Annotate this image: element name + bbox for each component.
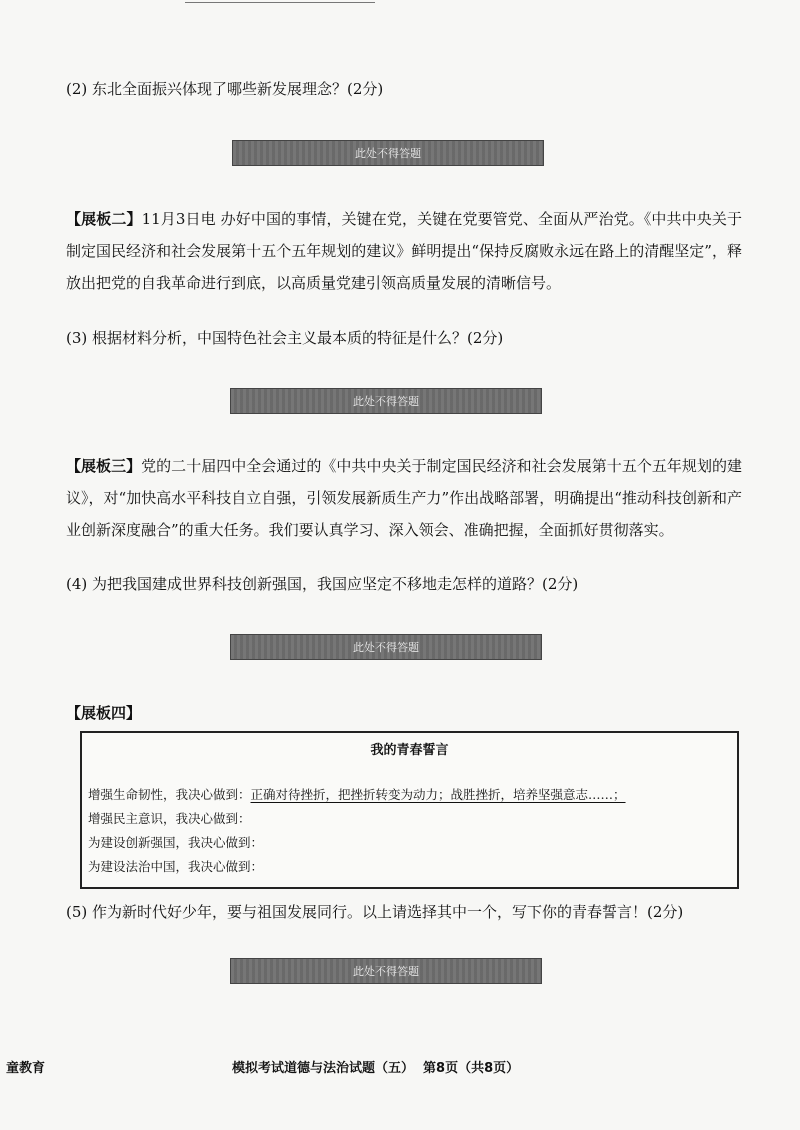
question-5: (5) 作为新时代好少年，要与祖国发展同行。以上请选择其中一个，写下你的青春誓言！(2分) [66,903,684,921]
pledge-line-4 [88,857,263,875]
no-answer-zone-2: 此处不得答题 [230,388,542,414]
pledge-prompt: 增强民主意识，我决心做到： [88,811,251,826]
footer-page-info: 模拟考试道德与法治试题（五） 第8页（共8页） [232,1061,520,1076]
question-2: (2) 东北全面振兴体现了哪些新发展理念？(2分) [66,80,384,98]
board-2-label: 【展板二】 [66,210,142,228]
pledge-title: 我的青春誓言 [370,743,449,758]
board-2-text: 11月3日电 办好中国的事情，关键在党，关键在党要管党、全面从严治党。《中共中央关于制定国民经济和社会发展第十五个五年规划的建议》鲜明提出“保持反腐败永远在路上的清醒坚定”，释放出把党的自我革命进行到底，以高质量党建引领高质量发展的清晰信号。 [66,210,742,292]
question-3: (3) 根据材料分析，中国特色社会主义最本质的特征是什么？(2分) [66,329,504,347]
no-answer-zone-3: 此处不得答题 [230,634,542,660]
pledge-line-2 [88,809,251,827]
pledge-box [80,731,739,889]
pledge-prompt: 为建设创新强国，我决心做到： [88,835,264,850]
footer-left: 童教育 [6,1061,46,1076]
board-2 [66,203,742,299]
board-4-label: 【展板四】 [66,704,142,722]
no-answer-zone-1: 此处不得答题 [232,140,544,166]
board-3-label: 【展板三】 [66,457,142,475]
top-rule [185,2,375,3]
pledge-line-3 [88,833,263,851]
no-answer-zone-4: 此处不得答题 [230,958,542,984]
board-3-text: 党的二十届四中全会通过的《中共中央关于制定国民经济和社会发展第十五个五年规划的建议》，对“加快高水平科技自立自强，引领发展新质生产力”作出战略部署，明确提出“推动科技创新和产业创新深度融合”的重大任务。我们要认真学习、深入领会、准确把握，全面抓好贯彻落实。 [66,457,742,539]
pledge-line-1 [88,785,626,803]
pledge-answer: 正确对待挫折，把挫折转变为动力；战胜挫折，培养坚强意志……； [250,787,626,802]
question-4: (4) 为把我国建成世界科技创新强国，我国应坚定不移地走怎样的道路？(2分) [66,575,579,593]
pledge-prompt: 为建设法治中国，我决心做到： [88,859,264,874]
board-3 [66,450,742,546]
pledge-prompt: 增强生命韧性，我决心做到： [88,787,251,802]
